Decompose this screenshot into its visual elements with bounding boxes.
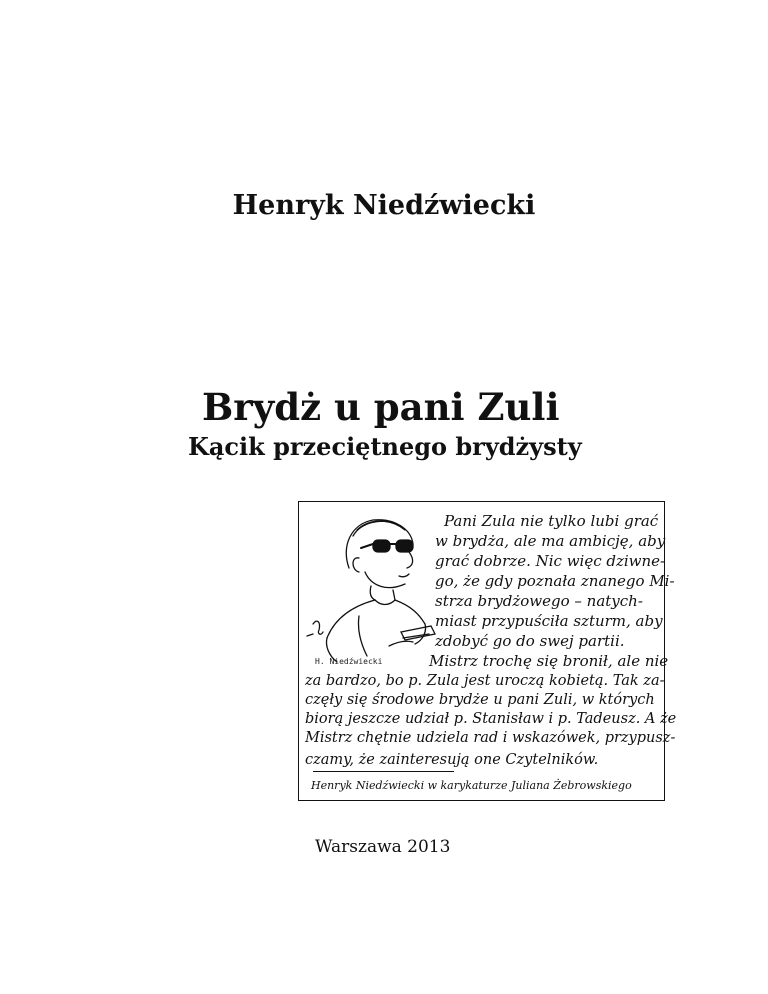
intro-line: zdobyć go do swej partii. [435, 632, 625, 650]
author-name: Henryk Niedźwiecki [232, 190, 536, 221]
caption-rule [313, 771, 454, 772]
caricature-signature: H. Niedźwiecki [315, 657, 383, 666]
intro-line: częły się środowe brydże u pani Zuli, w których [305, 692, 655, 708]
intro-line: biorą jeszcze udział p. Stanisław i p. Tadeusz. A że [305, 711, 677, 727]
caricature-drawing [301, 506, 441, 668]
place-and-year: Warszawa 2013 [315, 837, 451, 857]
intro-line: w brydża, ale ma ambicję, aby [435, 532, 666, 550]
intro-line: za bardzo, bo p. Zula jest uroczą kobietą. Tak za- [305, 673, 665, 689]
intro-line: Mistrz trochę się bronił, ale nie [429, 652, 669, 670]
caricature-caption: Henryk Niedźwiecki w karykaturze Juliana Żebrowskiego [311, 779, 632, 792]
intro-line: grać dobrze. Nic więc dziwne- [435, 552, 666, 570]
intro-box [298, 501, 677, 801]
intro-line: Pani Zula nie tylko lubi grać [444, 512, 659, 530]
intro-line: go, że gdy poznała znanego Mi- [435, 572, 675, 590]
intro-line: Mistrz chętnie udziela rad i wskazówek, przypusz- [305, 730, 676, 746]
book-title: Brydż u pani Zuli [202, 385, 560, 429]
book-subtitle: Kącik przeciętnego brydżysty [188, 432, 582, 461]
intro-line: miast przypuściła szturm, aby [435, 612, 663, 630]
intro-line: strza brydżowego – natych- [435, 592, 643, 610]
intro-line: czamy, że zainteresują one Czytelników. [305, 752, 599, 768]
